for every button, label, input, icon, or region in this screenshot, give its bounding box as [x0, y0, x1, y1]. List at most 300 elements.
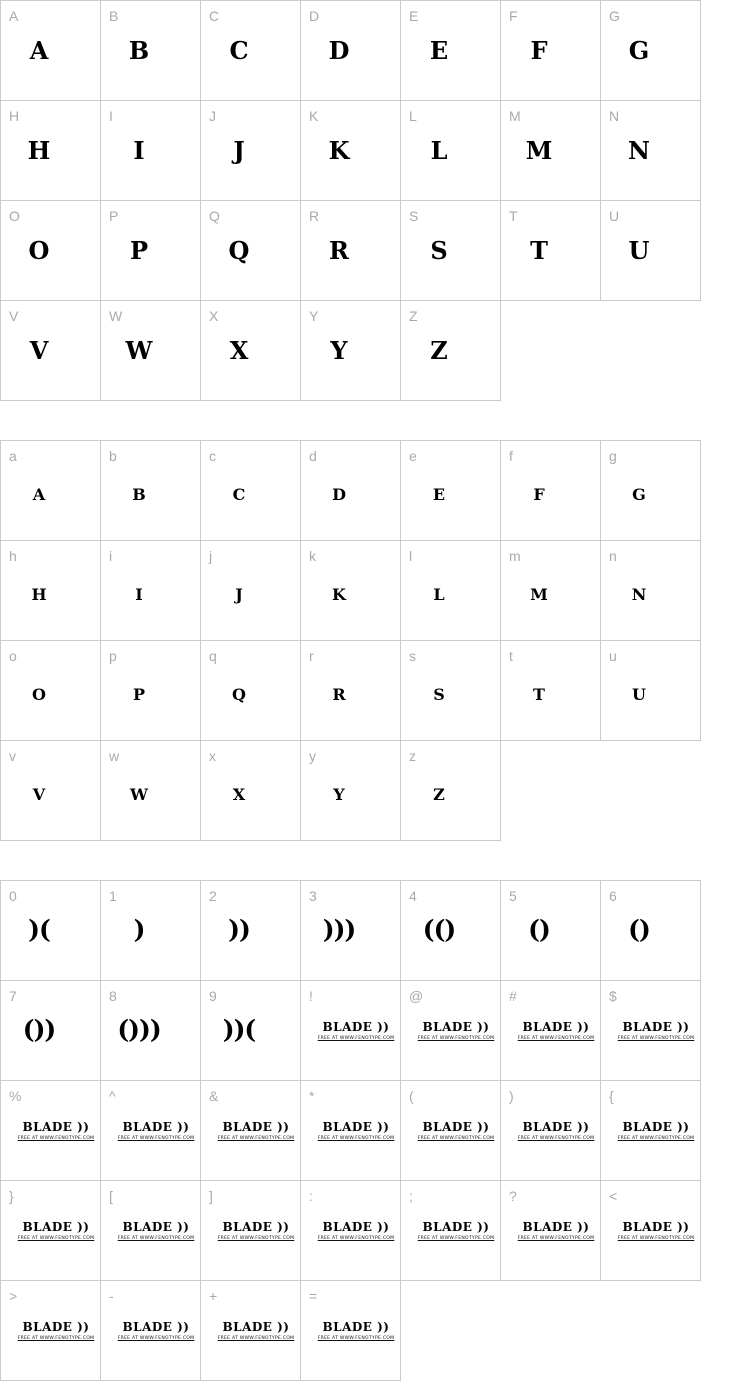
char-cell	[1, 741, 101, 841]
char-cell	[1, 101, 101, 201]
char-glyph: X	[229, 336, 249, 365]
char-label: 7	[9, 988, 17, 1004]
font-logo-credit: FREE AT WWW.FENOTYPE.COM	[317, 1336, 395, 1341]
char-cell	[401, 441, 501, 541]
font-logo-credit: FREE AT WWW.FENOTYPE.COM	[317, 1236, 395, 1241]
char-cell	[401, 301, 501, 401]
char-label: k	[309, 548, 316, 564]
char-glyph: K	[332, 585, 346, 604]
font-logo-text: BLADE ))	[122, 1320, 190, 1334]
char-label: (	[409, 1088, 414, 1104]
char-glyph: U	[632, 685, 646, 704]
char-label: !	[309, 988, 313, 1004]
char-label: S	[409, 208, 419, 224]
char-cell	[1, 981, 101, 1081]
char-cell	[501, 101, 601, 201]
font-logo-credit: FREE AT WWW.FENOTYPE.COM	[217, 1236, 295, 1241]
char-label: d	[309, 448, 317, 464]
char-glyph: V	[32, 785, 46, 804]
char-cell	[301, 201, 401, 301]
char-label: D	[309, 8, 320, 24]
char-glyph: C	[232, 485, 246, 504]
char-cell	[201, 301, 301, 401]
char-glyph: ()	[528, 915, 550, 944]
char-label: }	[9, 1188, 14, 1204]
char-cell	[1, 301, 101, 401]
char-glyph: B	[128, 36, 150, 65]
char-cell	[301, 541, 401, 641]
font-logo-text: BLADE ))	[222, 1320, 290, 1334]
char-glyph: (()	[422, 915, 456, 944]
char-cell	[201, 981, 301, 1081]
char-label: U	[609, 208, 620, 224]
char-label: 5	[509, 888, 517, 904]
font-logo	[411, 1021, 501, 1042]
char-cell	[301, 1, 401, 101]
char-cell	[1, 1081, 101, 1181]
font-logo-credit: FREE AT WWW.FENOTYPE.COM	[17, 1136, 95, 1141]
char-cell	[1, 1281, 101, 1381]
char-glyph: H	[27, 136, 51, 165]
char-glyph: F	[533, 485, 545, 504]
char-glyph: C	[229, 36, 249, 65]
font-logo-credit: FREE AT WWW.FENOTYPE.COM	[117, 1336, 195, 1341]
char-label: <	[609, 1188, 618, 1204]
char-cell	[401, 981, 501, 1081]
font-logo-text: BLADE ))	[22, 1220, 90, 1234]
font-logo-credit: FREE AT WWW.FENOTYPE.COM	[317, 1136, 395, 1141]
font-logo-credit: FREE AT WWW.FENOTYPE.COM	[117, 1136, 195, 1141]
char-label: V	[9, 308, 19, 324]
char-label: ^	[109, 1088, 116, 1104]
char-label: ]	[209, 1188, 213, 1204]
char-glyph: J	[235, 585, 243, 604]
char-cell	[401, 1081, 501, 1181]
char-cell	[101, 1, 201, 101]
char-label: P	[109, 208, 119, 224]
char-row	[1, 741, 701, 841]
char-cell	[201, 1081, 301, 1181]
font-logo	[111, 1221, 201, 1242]
font-logo	[411, 1221, 501, 1242]
char-glyph: U	[628, 236, 650, 265]
font-logo	[111, 1321, 201, 1342]
char-row	[1, 1, 701, 101]
font-logo-text: BLADE ))	[522, 1220, 590, 1234]
char-label: a	[9, 448, 17, 464]
char-glyph: O	[32, 685, 46, 704]
font-logo-text: BLADE ))	[622, 1120, 690, 1134]
char-cell	[101, 741, 201, 841]
char-cell	[1, 641, 101, 741]
font-logo-text: BLADE ))	[622, 1220, 690, 1234]
char-cell	[601, 981, 701, 1081]
char-cell	[301, 981, 401, 1081]
char-cell	[201, 881, 301, 981]
char-glyph: A	[32, 485, 46, 504]
char-label: %	[9, 1088, 22, 1104]
char-label: X	[209, 308, 219, 324]
char-glyph: I	[133, 136, 145, 165]
char-cell	[501, 981, 601, 1081]
char-cell	[101, 981, 201, 1081]
char-label: )	[509, 1088, 514, 1104]
font-logo-text: BLADE ))	[322, 1320, 390, 1334]
char-cell	[601, 1, 701, 101]
char-cell	[301, 741, 401, 841]
char-label: A	[9, 8, 19, 24]
font-logo-text: BLADE ))	[422, 1020, 490, 1034]
char-cell	[601, 201, 701, 301]
font-logo-credit: FREE AT WWW.FENOTYPE.COM	[417, 1136, 495, 1141]
char-cell	[301, 1281, 401, 1381]
char-glyph: X	[232, 785, 246, 804]
char-glyph: Z	[433, 785, 445, 804]
char-glyph: F	[530, 36, 548, 65]
font-logo	[411, 1121, 501, 1142]
char-label: :	[309, 1188, 313, 1204]
char-label: h	[9, 548, 17, 564]
char-glyph: T	[533, 685, 545, 704]
char-label: T	[509, 208, 518, 224]
char-cell	[601, 1181, 701, 1281]
char-label: b	[109, 448, 117, 464]
char-cell	[201, 641, 301, 741]
char-cell	[1, 441, 101, 541]
char-glyph: S	[430, 236, 448, 265]
char-label: M	[509, 108, 521, 124]
char-label: u	[609, 648, 617, 664]
font-logo-text: BLADE ))	[222, 1220, 290, 1234]
char-glyph: ()))	[117, 1015, 161, 1044]
char-label: z	[409, 748, 416, 764]
char-cell	[301, 441, 401, 541]
char-glyph: ))	[228, 915, 250, 944]
font-logo-text: BLADE ))	[622, 1020, 690, 1034]
char-row	[1, 981, 701, 1081]
font-logo-credit: FREE AT WWW.FENOTYPE.COM	[317, 1036, 395, 1041]
char-label: @	[409, 988, 424, 1004]
char-glyph: I	[135, 585, 143, 604]
font-logo-text: BLADE ))	[322, 1020, 390, 1034]
char-cell	[301, 1081, 401, 1181]
char-label: *	[309, 1088, 315, 1104]
char-cell	[301, 881, 401, 981]
char-label: F	[509, 8, 518, 24]
char-glyph: L	[430, 136, 448, 165]
font-logo	[511, 1021, 601, 1042]
char-cell	[101, 1081, 201, 1181]
char-cell	[301, 1181, 401, 1281]
char-glyph: E	[429, 36, 449, 65]
char-glyph: ))(	[222, 1015, 256, 1044]
char-label: f	[509, 448, 513, 464]
char-label: ;	[409, 1188, 413, 1204]
char-label: =	[309, 1288, 318, 1304]
char-cell	[101, 641, 201, 741]
char-label: R	[309, 208, 320, 224]
char-glyph: ())	[22, 1015, 56, 1044]
font-logo-credit: FREE AT WWW.FENOTYPE.COM	[217, 1136, 295, 1141]
char-label: m	[509, 548, 521, 564]
char-row	[1, 441, 701, 541]
char-glyph: H	[31, 585, 47, 604]
char-cell	[101, 301, 201, 401]
font-logo	[111, 1121, 201, 1142]
char-label: r	[309, 648, 314, 664]
char-glyph: K	[328, 136, 350, 165]
char-glyph: W	[130, 785, 148, 804]
char-glyph: G	[628, 36, 650, 65]
char-cell	[1, 1, 101, 101]
char-cell	[501, 881, 601, 981]
font-logo	[611, 1221, 701, 1242]
char-label: W	[109, 308, 123, 324]
char-label: 2	[209, 888, 217, 904]
char-cell	[101, 441, 201, 541]
char-glyph: E	[432, 485, 446, 504]
char-cell	[601, 881, 701, 981]
font-logo-text: BLADE ))	[522, 1120, 590, 1134]
char-label: q	[209, 648, 217, 664]
char-label: n	[609, 548, 617, 564]
char-row	[1, 1181, 701, 1281]
font-logo-text: BLADE ))	[122, 1220, 190, 1234]
font-logo-credit: FREE AT WWW.FENOTYPE.COM	[517, 1236, 595, 1241]
char-label: {	[609, 1088, 614, 1104]
uppercase-table	[0, 0, 701, 401]
char-cell	[401, 641, 501, 741]
char-label: 6	[609, 888, 617, 904]
char-glyph: )(	[28, 915, 50, 944]
font-logo	[311, 1221, 401, 1242]
char-glyph: O	[28, 236, 50, 265]
char-row	[1, 201, 701, 301]
char-cell	[201, 201, 301, 301]
font-logo-credit: FREE AT WWW.FENOTYPE.COM	[617, 1236, 695, 1241]
char-label: 0	[9, 888, 17, 904]
char-label: e	[409, 448, 417, 464]
char-label: [	[109, 1188, 113, 1204]
char-cell	[201, 441, 301, 541]
font-logo-credit: FREE AT WWW.FENOTYPE.COM	[517, 1036, 595, 1041]
char-cell	[1, 541, 101, 641]
char-cell	[501, 201, 601, 301]
char-cell	[501, 1181, 601, 1281]
char-label: g	[609, 448, 617, 464]
font-logo-text: BLADE ))	[322, 1220, 390, 1234]
char-glyph: M	[530, 585, 548, 604]
char-glyph: S	[433, 685, 445, 704]
char-label: -	[109, 1288, 114, 1304]
char-label: 3	[309, 888, 317, 904]
char-cell	[201, 101, 301, 201]
char-cell	[201, 541, 301, 641]
char-glyph: J	[233, 136, 245, 165]
char-label: $	[609, 988, 617, 1004]
char-cell	[601, 1081, 701, 1181]
char-cell	[501, 641, 601, 741]
char-glyph: M	[525, 136, 553, 165]
char-glyph: N	[628, 136, 650, 165]
char-glyph: R	[329, 236, 349, 265]
char-glyph: )))	[322, 915, 356, 944]
char-label: I	[109, 108, 113, 124]
char-cell	[501, 1, 601, 101]
char-glyph: N	[631, 585, 647, 604]
font-logo	[611, 1121, 701, 1142]
font-logo-credit: FREE AT WWW.FENOTYPE.COM	[417, 1236, 495, 1241]
font-logo-text: BLADE ))	[422, 1120, 490, 1134]
char-label: #	[509, 988, 517, 1004]
char-label: s	[409, 648, 416, 664]
char-label: C	[209, 8, 220, 24]
char-cell	[101, 1281, 201, 1381]
font-logo	[311, 1121, 401, 1142]
char-glyph: ()	[628, 915, 650, 944]
char-label: i	[109, 548, 113, 564]
char-label: &	[209, 1088, 219, 1104]
font-logo-credit: FREE AT WWW.FENOTYPE.COM	[517, 1136, 595, 1141]
char-label: O	[9, 208, 20, 224]
char-cell	[201, 1, 301, 101]
font-logo	[311, 1021, 401, 1042]
font-logo-credit: FREE AT WWW.FENOTYPE.COM	[117, 1236, 195, 1241]
char-cell	[501, 1081, 601, 1181]
char-label: ?	[509, 1188, 517, 1204]
char-label: c	[209, 448, 216, 464]
font-logo	[11, 1321, 101, 1342]
char-glyph: A	[29, 36, 49, 65]
font-logo	[511, 1121, 601, 1142]
char-cell	[101, 101, 201, 201]
char-glyph: )	[133, 915, 145, 944]
char-cell	[401, 881, 501, 981]
char-cell	[601, 641, 701, 741]
font-logo-credit: FREE AT WWW.FENOTYPE.COM	[217, 1336, 295, 1341]
char-glyph: P	[132, 685, 146, 704]
char-label: L	[409, 108, 417, 124]
char-label: N	[609, 108, 620, 124]
font-logo-text: BLADE ))	[122, 1120, 190, 1134]
font-logo	[511, 1221, 601, 1242]
char-glyph: B	[132, 485, 146, 504]
char-glyph: T	[530, 236, 548, 265]
char-row	[1, 541, 701, 641]
char-cell	[401, 1181, 501, 1281]
font-logo	[211, 1121, 301, 1142]
char-label: 8	[109, 988, 117, 1004]
font-logo-credit: FREE AT WWW.FENOTYPE.COM	[617, 1036, 695, 1041]
font-logo	[11, 1121, 101, 1142]
char-label: K	[309, 108, 319, 124]
char-label: 9	[209, 988, 217, 1004]
char-label: 4	[409, 888, 417, 904]
char-label: G	[609, 8, 620, 24]
font-logo	[11, 1221, 101, 1242]
char-row	[1, 301, 701, 401]
char-row	[1, 1081, 701, 1181]
char-glyph: R	[332, 685, 346, 704]
font-logo-credit: FREE AT WWW.FENOTYPE.COM	[17, 1236, 95, 1241]
char-cell	[201, 741, 301, 841]
char-cell	[501, 541, 601, 641]
font-logo-credit: FREE AT WWW.FENOTYPE.COM	[417, 1036, 495, 1041]
char-label: o	[9, 648, 17, 664]
char-row	[1, 881, 701, 981]
char-label: J	[209, 108, 216, 124]
char-label: p	[109, 648, 117, 664]
font-logo-credit: FREE AT WWW.FENOTYPE.COM	[617, 1136, 695, 1141]
font-logo	[211, 1321, 301, 1342]
char-label: E	[409, 8, 419, 24]
font-logo-credit: FREE AT WWW.FENOTYPE.COM	[17, 1336, 95, 1341]
char-cell	[401, 101, 501, 201]
char-label: y	[309, 748, 316, 764]
char-label: v	[9, 748, 16, 764]
char-label: 1	[109, 888, 117, 904]
char-cell	[401, 541, 501, 641]
lowercase-table	[0, 440, 701, 841]
char-row	[1, 641, 701, 741]
char-glyph: P	[129, 236, 149, 265]
char-cell	[601, 101, 701, 201]
char-glyph: D	[328, 36, 350, 65]
char-cell	[201, 1181, 301, 1281]
char-label: t	[509, 648, 513, 664]
char-glyph: Q	[232, 685, 246, 704]
char-cell	[1, 201, 101, 301]
char-cell	[401, 1, 501, 101]
char-label: Q	[209, 208, 220, 224]
char-row	[1, 101, 701, 201]
char-cell	[401, 201, 501, 301]
font-logo-text: BLADE ))	[222, 1120, 290, 1134]
char-label: B	[109, 8, 119, 24]
char-label: +	[209, 1288, 218, 1304]
char-cell	[101, 201, 201, 301]
char-cell	[1, 881, 101, 981]
font-logo-text: BLADE ))	[522, 1020, 590, 1034]
char-glyph: Y	[333, 785, 345, 804]
font-logo-text: BLADE ))	[422, 1220, 490, 1234]
font-logo-text: BLADE ))	[22, 1320, 90, 1334]
char-label: Z	[409, 308, 418, 324]
char-cell	[601, 541, 701, 641]
font-logo	[211, 1221, 301, 1242]
char-cell	[301, 301, 401, 401]
char-cell	[101, 1181, 201, 1281]
char-label: x	[209, 748, 216, 764]
char-glyph: D	[332, 485, 346, 504]
char-cell	[301, 641, 401, 741]
font-logo-text: BLADE ))	[322, 1120, 390, 1134]
char-label: Y	[309, 308, 319, 324]
font-logo	[611, 1021, 701, 1042]
char-glyph: L	[433, 585, 445, 604]
char-cell	[101, 881, 201, 981]
char-cell	[201, 1281, 301, 1381]
char-label: l	[409, 548, 413, 564]
font-logo-text: BLADE ))	[22, 1120, 90, 1134]
char-glyph: Q	[228, 236, 250, 265]
char-cell	[101, 541, 201, 641]
char-label: >	[9, 1288, 18, 1304]
char-cell	[401, 741, 501, 841]
char-glyph: G	[632, 485, 646, 504]
font-logo	[311, 1321, 401, 1342]
char-label: w	[109, 748, 120, 764]
